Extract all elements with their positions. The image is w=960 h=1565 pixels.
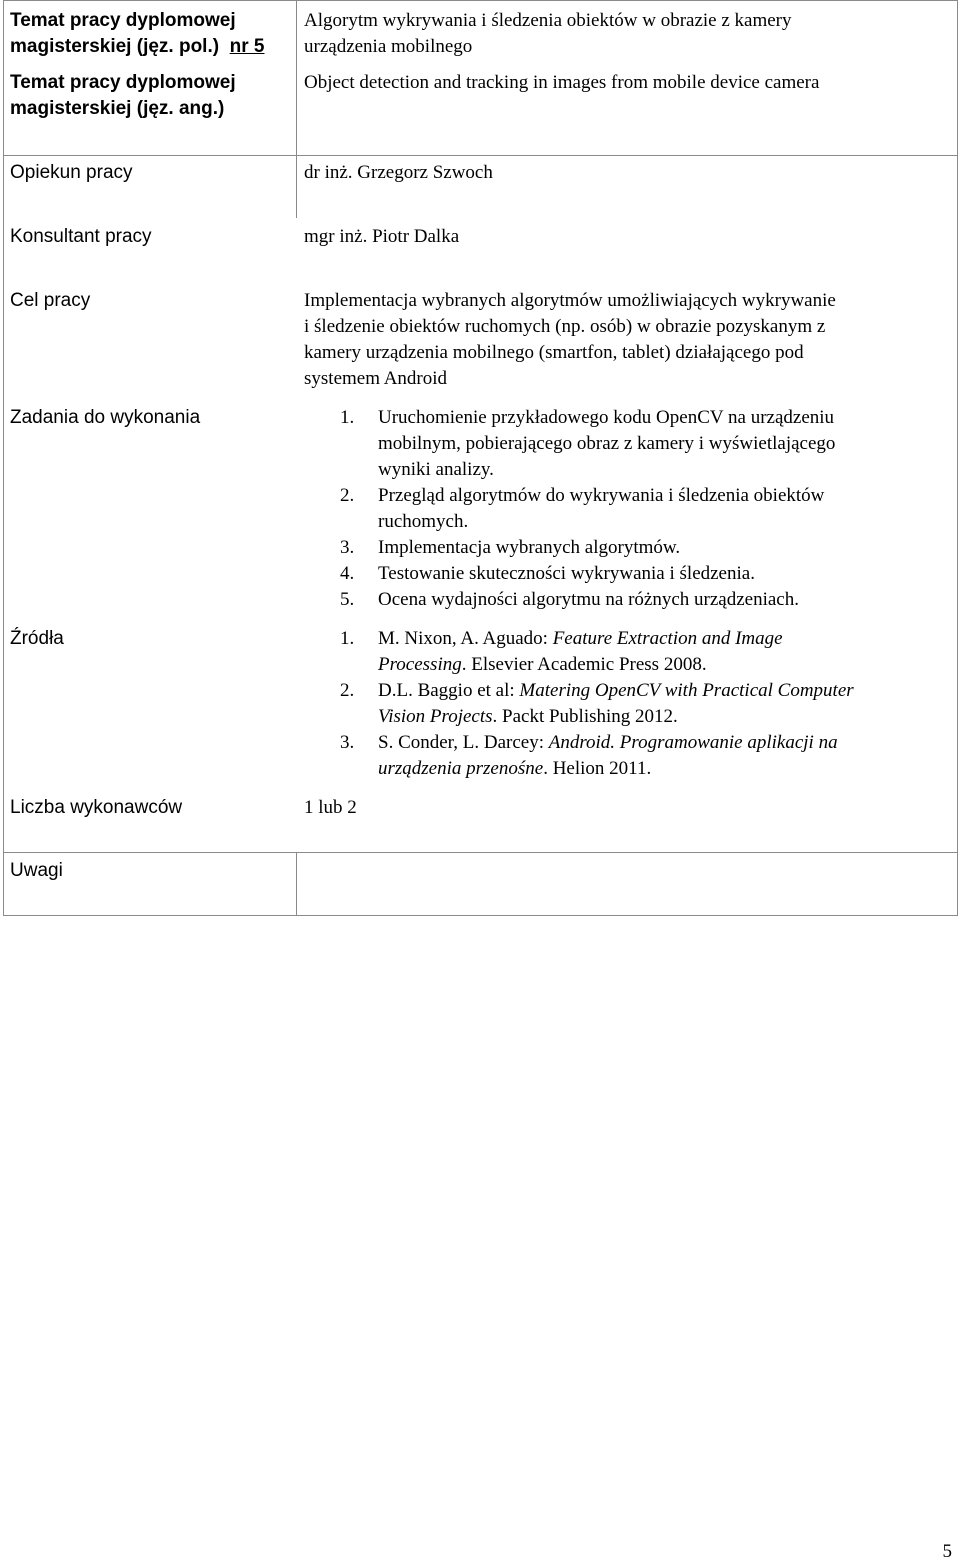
task-number: 2.: [340, 485, 355, 506]
goal-line: i śledzenie obiektów ruchomych (np. osób) w obrazie pozyskanym z: [304, 316, 826, 337]
tasks-list: [340, 405, 955, 613]
goal-line: systemem Android: [304, 368, 448, 389]
sources-list: [340, 626, 955, 782]
task-line: Ocena wydajności algorytmu na różnych urządzeniach.: [378, 589, 799, 610]
table-column-divider: [296, 0, 297, 218]
source-title: urządzenia przenośne: [378, 758, 544, 779]
supervisor-value: dr inż. Grzegorz Szwoch: [304, 162, 493, 183]
thesis-title-pl: [304, 8, 952, 60]
consultant-label: Konsultant pracy: [10, 226, 152, 247]
task-item: [340, 587, 955, 613]
source-item: [340, 626, 955, 678]
table-row-divider: [3, 852, 958, 853]
authors-count-value: 1 lub 2: [304, 797, 357, 818]
task-item: [340, 405, 955, 483]
thesis-topic-en-label: [10, 70, 236, 122]
task-line: Uruchomienie przykładowego kodu OpenCV na urządzeniu: [378, 407, 835, 428]
table-border-top: [3, 0, 958, 1]
source-authors: M. Nixon, A. Aguado:: [378, 628, 553, 649]
task-number: 1.: [340, 407, 355, 428]
authors-count-label: Liczba wykonawców: [10, 797, 183, 818]
thesis-topic-en-label-line2: magisterskiej (jęz. ang.): [10, 98, 225, 119]
thesis-title-pl-line2: urządzenia mobilnego: [304, 36, 473, 57]
source-title: Matering OpenCV with Practical Computer: [519, 680, 854, 701]
task-item: [340, 483, 955, 535]
supervisor-label: Opiekun pracy: [10, 162, 133, 183]
goal-line: Implementacja wybranych algorytmów umożliwiających wykrywanie: [304, 290, 836, 311]
table-row-divider: [3, 155, 958, 156]
source-title: Feature Extraction and Image: [552, 628, 783, 649]
source-publisher: . Packt Publishing 2012.: [492, 706, 678, 727]
thesis-topic-pl-label-line2: magisterskiej (jęz. pol.) nr 5: [10, 36, 265, 57]
source-title: Vision Projects: [378, 706, 493, 727]
task-line: ruchomych.: [378, 511, 469, 532]
thesis-number: nr 5: [229, 36, 265, 57]
task-line: Implementacja wybranych algorytmów.: [378, 537, 681, 558]
source-item: [340, 730, 955, 782]
notes-label: Uwagi: [10, 860, 63, 881]
source-authors: S. Conder, L. Darcey:: [378, 732, 549, 753]
task-item: [340, 561, 955, 587]
task-item: [340, 535, 955, 561]
source-number: 1.: [340, 628, 355, 649]
source-publisher: . Helion 2011.: [543, 758, 652, 779]
goal-label: Cel pracy: [10, 290, 91, 311]
goal-line: kamery urządzenia mobilnego (smartfon, tablet) działającego pod: [304, 342, 804, 363]
source-item: [340, 678, 955, 730]
source-number: 2.: [340, 680, 355, 701]
source-authors: D.L. Baggio et al:: [378, 680, 520, 701]
thesis-topic-en-label-line1: Temat pracy dyplomowej: [10, 72, 236, 93]
task-number: 5.: [340, 589, 355, 610]
page-number: 5: [942, 1541, 952, 1562]
thesis-title-en: Object detection and tracking in images from mobile device camera: [304, 72, 820, 93]
task-line: mobilnym, pobierającego obraz z kamery i wyświetlającego: [378, 433, 836, 454]
source-title: Android. Programowanie aplikacji na: [548, 732, 838, 753]
task-line: wyniki analizy.: [378, 459, 494, 480]
table-column-divider: [296, 852, 297, 916]
thesis-title-pl-line1: Algorytm wykrywania i śledzenia obiektów w obrazie z kamery: [304, 10, 792, 31]
source-publisher: . Elsevier Academic Press 2008.: [461, 654, 707, 675]
task-line: Przegląd algorytmów do wykrywania i śledzenia obiektów: [378, 485, 825, 506]
tasks-label: Zadania do wykonania: [10, 407, 201, 428]
source-number: 3.: [340, 732, 355, 753]
task-line: Testowanie skuteczności wykrywania i śledzenia.: [378, 563, 755, 584]
goal-text: [304, 288, 952, 392]
consultant-value: mgr inż. Piotr Dalka: [304, 226, 460, 247]
source-title: Processing: [378, 654, 462, 675]
sources-label: Źródła: [10, 628, 64, 649]
task-number: 3.: [340, 537, 355, 558]
thesis-topic-pl-label-line1: Temat pracy dyplomowej: [10, 10, 236, 31]
task-number: 4.: [340, 563, 355, 584]
thesis-topic-pl-label: [10, 8, 265, 60]
